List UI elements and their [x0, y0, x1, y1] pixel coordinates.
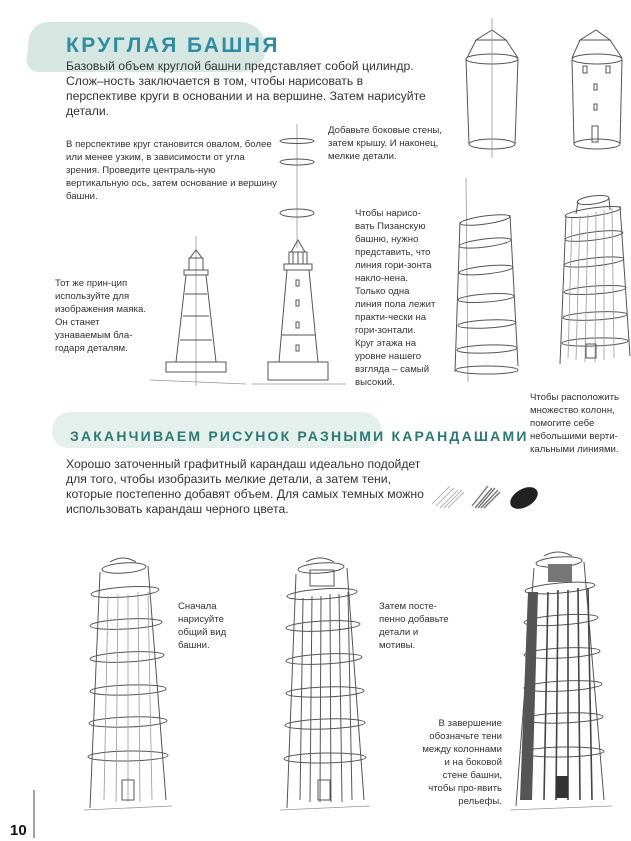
caption-step-1: Сначала нарисуйте общий вид башни. [178, 601, 227, 651]
perspective-ovals-sketch [280, 124, 314, 248]
section-title-round-tower: КРУГЛАЯ БАШНЯ [66, 34, 280, 57]
detailed-tower-sketch [572, 30, 622, 149]
lighthouse-detailed-sketch [252, 240, 346, 384]
caption-lighthouse: Тот же прин-цип используйте для изображения маяка. Он станет узнаваемым бла-годаря деталям. [55, 278, 146, 354]
leaning-tower-frame-sketch [455, 178, 518, 382]
intro-paragraph: Базовый объем круглой башни представляет собой цилиндр. Слож–ность заключается в том, чтобы нарисовать в перспективе круги в основании и на вершине. Затем нарисуйте детали. [66, 59, 426, 118]
caption-pisa-horizon: Чтобы нарисо-вать Пизанскую башню, нужно представить, что линия гори-зонта накло-нена. Только одна линия пола лежит практи-чески на гори-зонтали. Круг этажа на уровне нашего взгляда – самый высокий. [355, 208, 436, 388]
pencil-swatches [432, 483, 541, 514]
cylinder-tower-sketch [466, 18, 518, 158]
lighthouse-outline-sketch [150, 236, 246, 386]
pisa-tower-step-3 [510, 552, 612, 810]
caption-step-2: Затем посте-пенно добавьте детали и мотивы. [379, 601, 449, 651]
section-title-pencils: ЗАКАНЧИВАЕМ РИСУНОК РАЗНЫМИ КАРАНДАШАМИ [70, 428, 529, 444]
pisa-tower-step-2 [280, 558, 370, 810]
pisa-tower-step-1 [84, 558, 172, 810]
caption-columns: Чтобы расположить множество колонн, помогите себе небольшими верти-кальными линиями. [530, 392, 619, 455]
caption-walls-roof: Добавьте боковые стены, затем крышу. И наконец, мелкие детали. [328, 125, 442, 162]
page-number: 10 [10, 822, 27, 839]
caption-circle-perspective: В перспективе круг становится овалом, более или менее узким, в зависимости от угла зрения. Проведите централь-ную вертикальную ось, затем основание и вершину башни. [66, 139, 277, 202]
leaning-tower-columns-sketch [560, 194, 630, 364]
pencils-paragraph: Хорошо заточенный графитный карандаш идеально подойдет для того, чтобы изобразить мелкие детали, а затем тени, которые постепенно добавят объем. Для самых темных можно использовать карандаш черного цвета. [66, 457, 424, 516]
caption-step-3: В завершение обозначьте тени между колоннами и на боковой стене башни, чтобы про-явить рельефы. [422, 718, 502, 807]
